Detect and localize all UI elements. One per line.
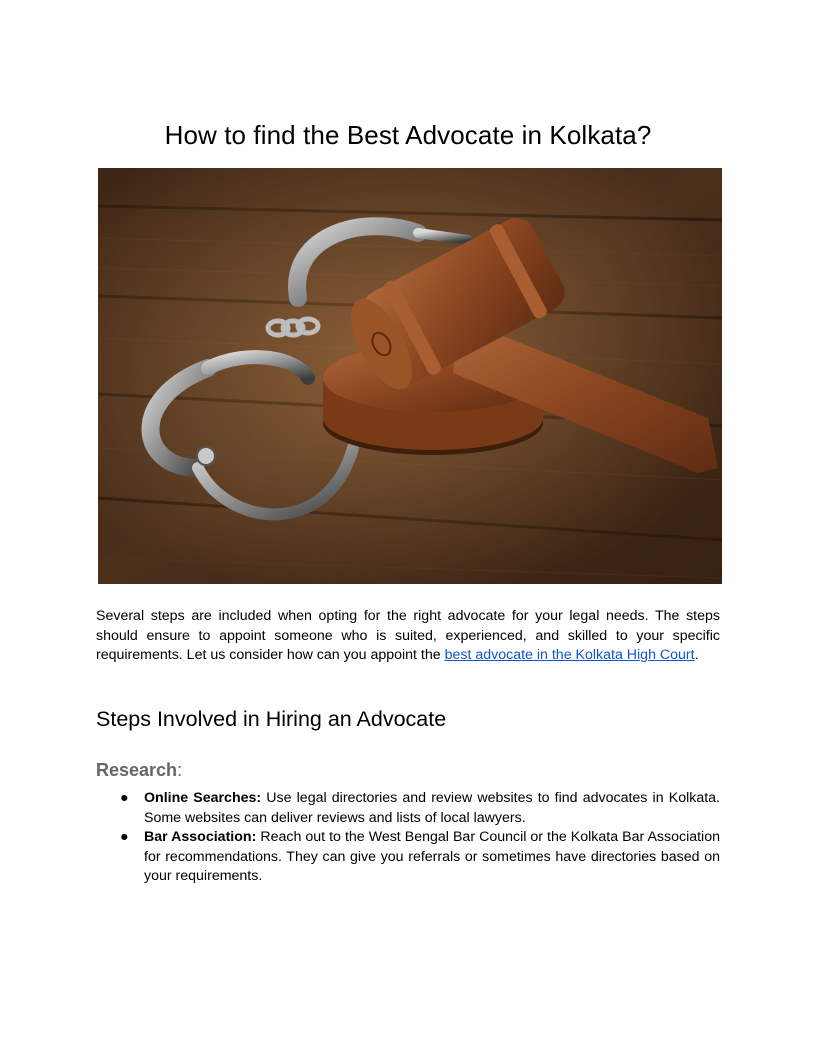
subsection-heading <box>96 760 182 781</box>
list-item <box>96 789 720 828</box>
list-item-term: Online Searches: <box>144 790 262 806</box>
hero-image-gavel-handcuffs <box>98 168 722 584</box>
list-item-term: Bar Association: <box>144 829 257 846</box>
section-heading: Steps Involved in Hiring an Advocate <box>96 707 447 731</box>
research-list <box>96 789 720 887</box>
bullet-icon: ● <box>120 829 129 846</box>
list-item-text: Reach out to the West Bengal Bar Council or the Kolkata Bar Association for recommendations. They can give you referrals or sometimes have directories based on your requirements. <box>144 829 720 885</box>
bullet-icon: ● <box>120 790 129 806</box>
subsection-heading-label: Research <box>96 760 178 780</box>
subsection-heading-colon: : <box>177 760 183 780</box>
intro-paragraph <box>96 607 720 666</box>
page-title: How to find the Best Advocate in Kolkata? <box>164 120 652 150</box>
best-advocate-link[interactable]: best advocate in the Kolkata High Court <box>444 647 695 664</box>
intro-end: . <box>694 647 699 664</box>
intro-text: Several steps are included when opting for the right advocate for your legal needs. The steps should ensure to appoint someone who is suited, experienced, and skilled to your specific requirements. Let us consider how can you appoint the <box>96 608 720 664</box>
list-item <box>96 828 720 887</box>
list-item-text: Use legal directories and review websites to find advocates in Kolkata. Some websites can deliver reviews and lists of local lawyers. <box>144 790 720 826</box>
